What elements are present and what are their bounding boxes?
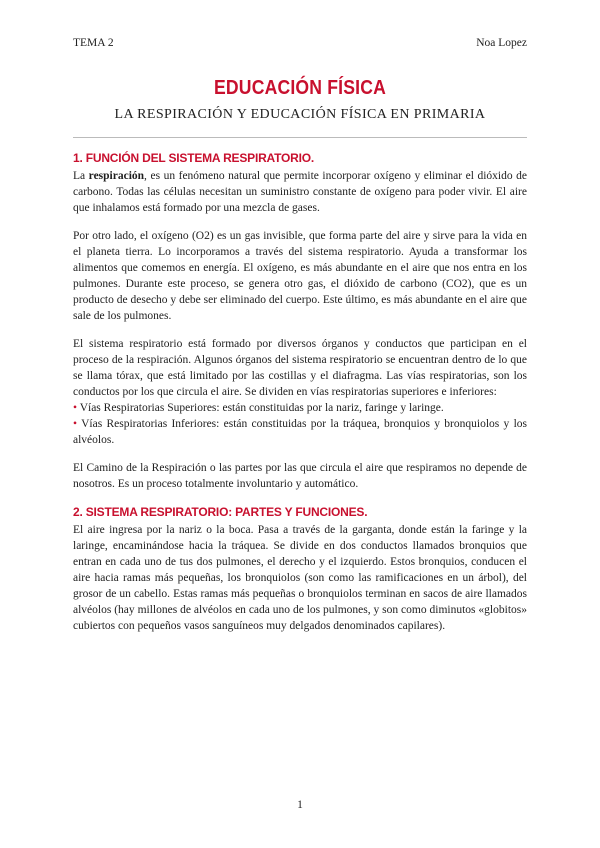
page-number: 1 [297, 799, 303, 811]
section-2-heading: 2. SISTEMA RESPIRATORIO: PARTES Y FUNCIONES. [73, 505, 368, 519]
list-item: • Vías Respiratorias Superiores: están constituidas por la nariz, faringe y laringe. [73, 402, 444, 414]
section-1-heading: 1. FUNCIÓN DEL SISTEMA RESPIRATORIO. [73, 151, 315, 165]
section-1-paragraph-4: El Camino de la Respiración o las partes por las que circula el aire que respiramos no depende de nosotros. Es un proceso totalmente involuntario y automático. [73, 462, 527, 490]
document-body [73, 150, 527, 646]
title-divider [73, 137, 527, 138]
section-1-paragraph-2: Por otro lado, el oxígeno (O2) es un gas invisible, que forma parte del aire y sirve para la vida en el planeta tierra. Lo incorporamos a través del sistema respiratorio. Ayuda a transformar los alimentos que comemos en energía. El oxígeno, es más abundante en el aire que nos entra en los pulmones. Durante este proceso, se genera otro gas, el dióxido de carbono (CO2), que es un producto de desecho y debe ser eliminado del cuerpo. Este último, es más abundante en el aire que sale de los pulmones. [73, 230, 527, 322]
airways-list [73, 400, 527, 448]
bullet-icon: • [73, 418, 78, 430]
document-subtitle: LA RESPIRACIÓN Y EDUCACIÓN FÍSICA EN PRIMARIA [114, 107, 486, 122]
bold-term: respiración [88, 170, 145, 182]
section-2-paragraph-1: El aire ingresa por la nariz o la boca. Pasa a través de la garganta, donde están la faringe y la laringe, encaminándose hacia la tráquea. Se divide en dos conductos llamados bronquios que entran en cada uno de tus dos pulmones, el derecho y el izquierdo. Estos bronquios, conducen el aire hacia ramas más pequeñas, los bronquiolos (son como las ramificaciones en un árbol), del grosor de un cabello. Estas ramas más pequeñas o bronquiolos terminan en sacos de aire llamados alvéolos (hay millones de alvéolos en cada uno de los pulmones, y son como diminutos «globitos» cubiertos con pequeños vasos sanguíneos muy delgados denominados capilares). [73, 524, 527, 632]
document-title: EDUCACIÓN FÍSICA [214, 77, 386, 99]
page-header [73, 37, 527, 49]
list-item: • Vías Respiratorias Inferiores: están constituidas por la tráquea, bronquios y bronquiolos y los alvéolos. [73, 418, 527, 446]
bullet-icon: • [73, 402, 78, 414]
header-author: Noa Lopez [476, 37, 527, 49]
section-1-paragraph-1: La respiración, es un fenómeno natural que permite incorporar oxígeno y eliminar el dióxido de carbono. Todas las células necesitan un suministro constante de oxígeno para poder vivir. El aire que inhalamos está formado por una mezcla de gases. [73, 170, 527, 214]
header-topic: TEMA 2 [73, 37, 114, 49]
section-1-paragraph-3: El sistema respiratorio está formado por diversos órganos y conductos que participan en el proceso de la respiración. Algunos órganos del sistema respiratorio se encuentran dentro de lo que se llama tórax, que está limitado por las costillas y el diafragma. Las vías respiratorias, son los conductos por los que circula el aire. Se dividen en vías respiratorias superiores e inferiores: [73, 338, 527, 398]
